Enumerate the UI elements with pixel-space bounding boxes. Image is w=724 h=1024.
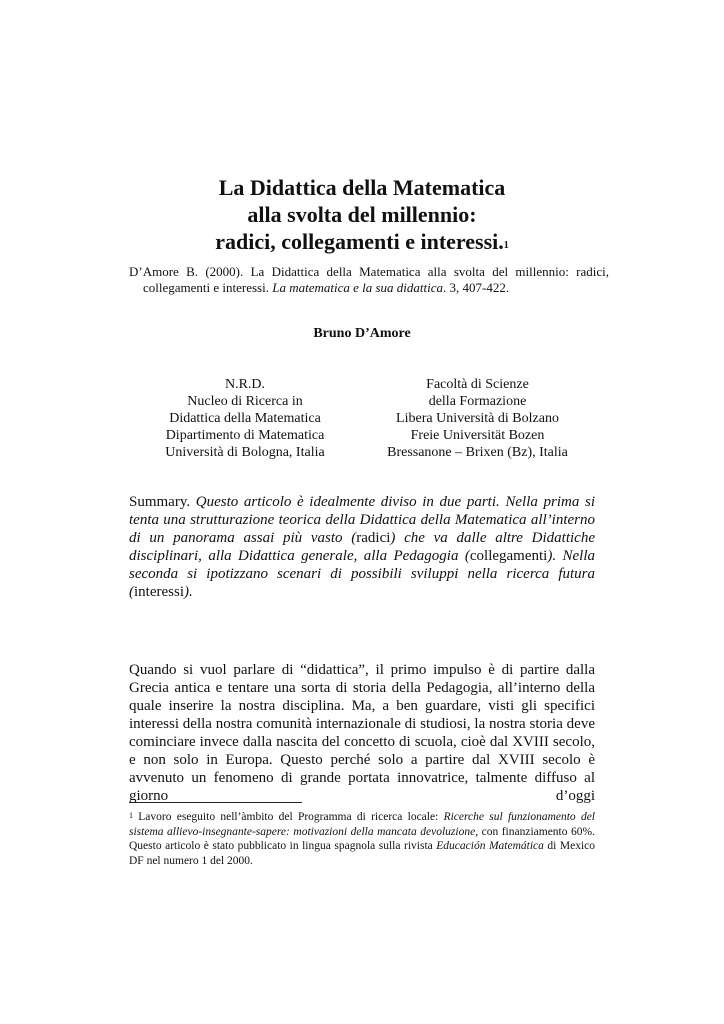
summary-paragraph: [129, 493, 595, 601]
citation-text: D’Amore B. (2000). La Didattica della Matematica alla svolta del millennio: radici, collegamenti e interessi.: [129, 264, 609, 295]
affiliation-line: Didattica della Matematica: [169, 411, 321, 426]
citation: [129, 264, 609, 296]
footnote-text: , con finanziamento 60%. Questo articolo è stato pubblicato in lingua spagnola sulla rivista: [129, 825, 595, 852]
summary-keyword: radici: [356, 530, 391, 546]
footnote-text: di Mexico DF nel numero 1 del 2000.: [129, 840, 595, 867]
summary-label: Summary.: [129, 494, 196, 510]
citation-journal: La matematica e la sua didattica: [272, 280, 444, 295]
affiliation-line: della Formazione: [428, 394, 527, 409]
summary-keyword: collegamenti: [469, 548, 548, 564]
affiliation-line: Dipartimento di Matematica: [165, 428, 325, 443]
author-name: Bruno D’Amore: [313, 326, 411, 341]
title-line-3-text: radici, collegamenti e interessi.: [215, 229, 504, 254]
citation-details: . 3, 407-422.: [443, 280, 510, 295]
summary-part: Questo articolo è idealmente diviso in due parti. Nella prima si tenta una strutturazione teorica della Didattica della Matematica all’interno di un panorama assai più vasto (: [129, 494, 595, 546]
title-footnote-mark: 1: [503, 240, 509, 251]
footnote-italic: Educación Matemática: [436, 840, 544, 852]
affiliation-line: Università di Bologna, Italia: [165, 445, 325, 460]
paper-title: [0, 174, 724, 255]
title-line-1: La Didattica della Matematica: [218, 175, 506, 200]
affiliation-right: [370, 376, 585, 461]
affiliation-line: Facoltà di Scienze: [426, 377, 529, 392]
body-paragraph: Quando si vuol parlare di “didattica”, il primo impulso è di partire dalla Grecia antica e tentare una sorta di storia della Pedagogia, all’interno della quale inserire la nostra disciplina. Ma, a ben guardare, visti gli specifici interessi della nostra comunità internazionale di studiosi, la nostra storia deve cominciare invece dalla nascita del concetto di scuola, cioè dal XVIII secolo, e non solo in Europa. Questo perché solo a partire dal XVIII secolo è avvenuto un fenomeno di grande portata innovatrice, talmente diffuso al giorno d’oggi: [129, 662, 595, 804]
summary-part: ) che va dalle altre Didattiche disciplinari, alla Didattica generale, alla Pedagogia (: [129, 530, 595, 564]
footnote-divider: [129, 802, 302, 803]
affiliation-line: Freie Universität Bozen: [410, 428, 545, 443]
summary-part: ). Nella seconda si ipotizzano scenari di possibili sviluppi nella ricerca futura (: [129, 548, 595, 600]
summary-part: ).: [184, 584, 193, 600]
affiliation-line: Nucleo di Ricerca in: [187, 394, 303, 409]
footnote-italic: Ricerche sul funzionamento del sistema allievo-insegnante-sapere: motivazioni della mancata devoluzione: [129, 811, 595, 838]
summary-keyword: interessi: [134, 584, 184, 600]
footnote: [129, 810, 595, 868]
title-line-2: alla svolta del millennio:: [247, 202, 477, 227]
affiliation-line: Libera Università di Bolzano: [396, 411, 559, 426]
affiliation-line: N.R.D.: [224, 377, 266, 392]
title-line-3: [0, 228, 724, 255]
footnote-mark: 1: [129, 811, 133, 820]
footnote-text: Lavoro eseguito nell’àmbito del Programma di ricerca locale:: [133, 811, 444, 823]
affiliation-line: Bressanone – Brixen (Bz), Italia: [387, 445, 568, 460]
affiliation-left: [140, 376, 350, 461]
